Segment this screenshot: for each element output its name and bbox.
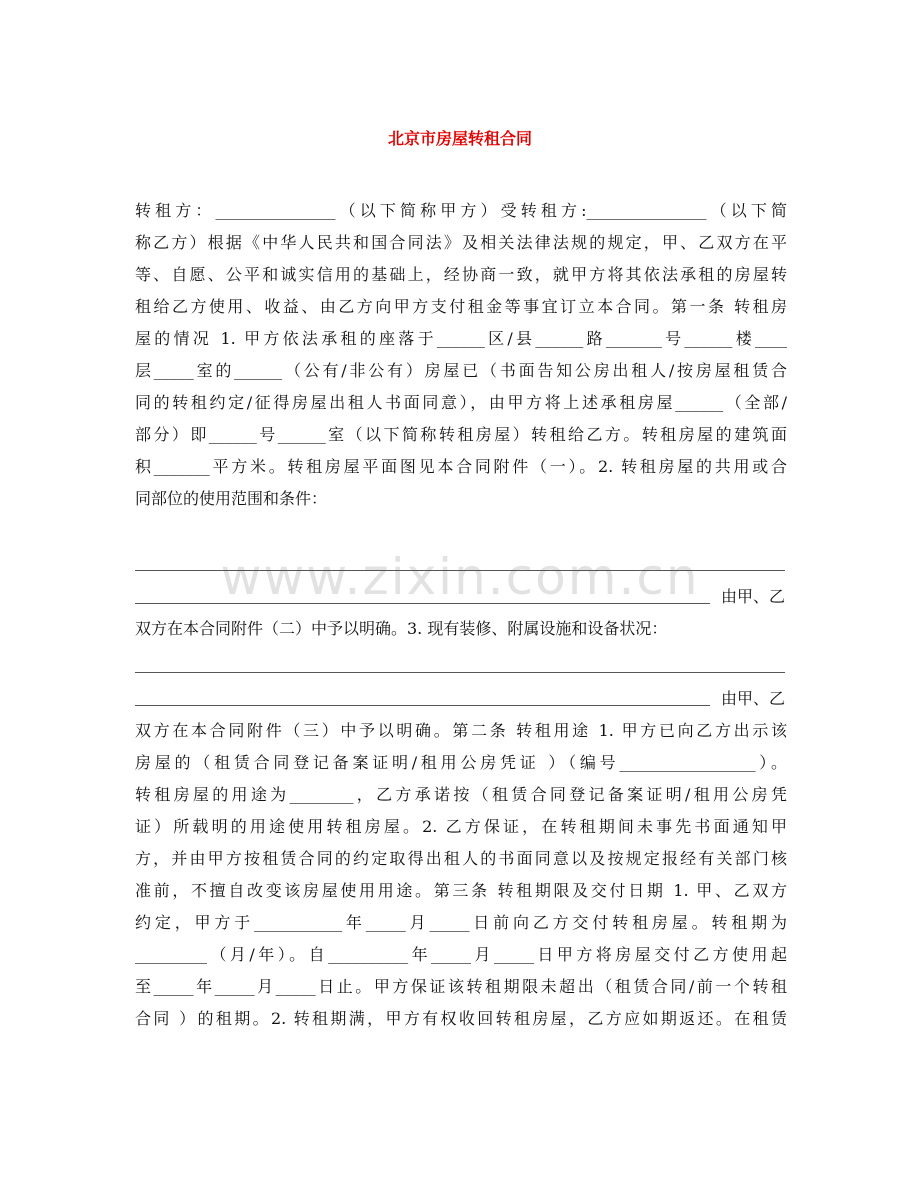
blank-rule: [135, 570, 785, 571]
body-line: 积_______平方米。转租房屋平面图见本合同附件（一）。2. 转租房屋的共用或合: [135, 457, 787, 476]
body-line: 证）所载明的用途使用转租房屋。2. 乙方保证，在转租期间未事先书面通知甲: [135, 817, 787, 836]
body-line: 双方在本合同附件（三）中予以明确。第二条 转租用途 1. 甲方已向乙方出示该: [135, 721, 787, 740]
body-line: 合同 ）的租期。2. 转租期满，甲方有权收回转租房屋，乙方应如期返还。在租赁: [135, 1009, 787, 1028]
watermark: www.zixin.com.cn: [220, 548, 700, 606]
tail-text: 由甲、乙: [720, 689, 785, 708]
body-line: 屋的情况 1. 甲方依法承租的座落于______区/县______路_______号______楼____: [135, 329, 787, 348]
blank-rule: [135, 603, 710, 604]
body-line: 等、自愿、公平和诚实信用的基础上，经协商一致，就甲方将其依法承租的房屋转: [135, 265, 787, 284]
blank-line-with-tail: [135, 581, 785, 613]
body-line: 双方在本合同附件（二）中予以明确。3. 现有装修、附属设施和设备状况：: [135, 619, 668, 638]
document-title: 北京市房屋转租合同: [387, 129, 532, 148]
blank-rule: [135, 672, 785, 673]
blank-line-with-tail: [135, 683, 785, 715]
body-line: 同部位的使用范围和条件：: [135, 489, 328, 508]
body-line: 部分）即______号______室（以下简称转租房屋）转租给乙方。转租房屋的建筑面: [135, 425, 787, 444]
body-line: 层_____室的______（公有/非公有）房屋已（书面告知公房出租人/按房屋租赁合: [135, 361, 787, 380]
body-line: 同的转租约定/征得房屋出租人书面同意），由甲方将上述承租房屋______（全部/: [135, 393, 787, 412]
blank-rule: [135, 705, 710, 706]
body-line: 租给乙方使用、收益、由乙方向甲方支付租金等事宜订立本合同。第一条 转租房: [135, 297, 787, 316]
body-line: 转租房屋的用途为________，乙方承诺按（租赁合同登记备案证明/租用公房凭: [135, 785, 787, 804]
tail-text: 由甲、乙: [720, 587, 785, 606]
body-line: 至_____年_____月_____日止。甲方保证该转租期限未超出（租赁合同/前一个转租: [135, 977, 787, 996]
body-line: 方，并由甲方按租赁合同的约定取得出租人的书面同意以及按规定报经有关部门核: [135, 849, 787, 868]
body-line: 称乙方）根据《中华人民共和国合同法》及相关法律法规的规定，甲、乙双方在平: [135, 233, 787, 252]
body-line: _________（月/年）。自__________年_____月_____日甲方将房屋交付乙方使用起: [135, 945, 787, 964]
body-line: 准前，不擅自改变该房屋使用用途。第三条 转租期限及交付日期 1. 甲、乙双方: [135, 881, 787, 900]
body-line: 约定，甲方于___________年_____月_____日前向乙方交付转租房屋。转租期为: [135, 913, 787, 932]
body-line: 房屋的（租赁合同登记备案证明/租用公房凭证 ）（编号_________________）。: [135, 753, 787, 772]
body-line: 转租方：_______________（以下简称甲方）受转租方:_______________（以下简: [135, 201, 787, 220]
